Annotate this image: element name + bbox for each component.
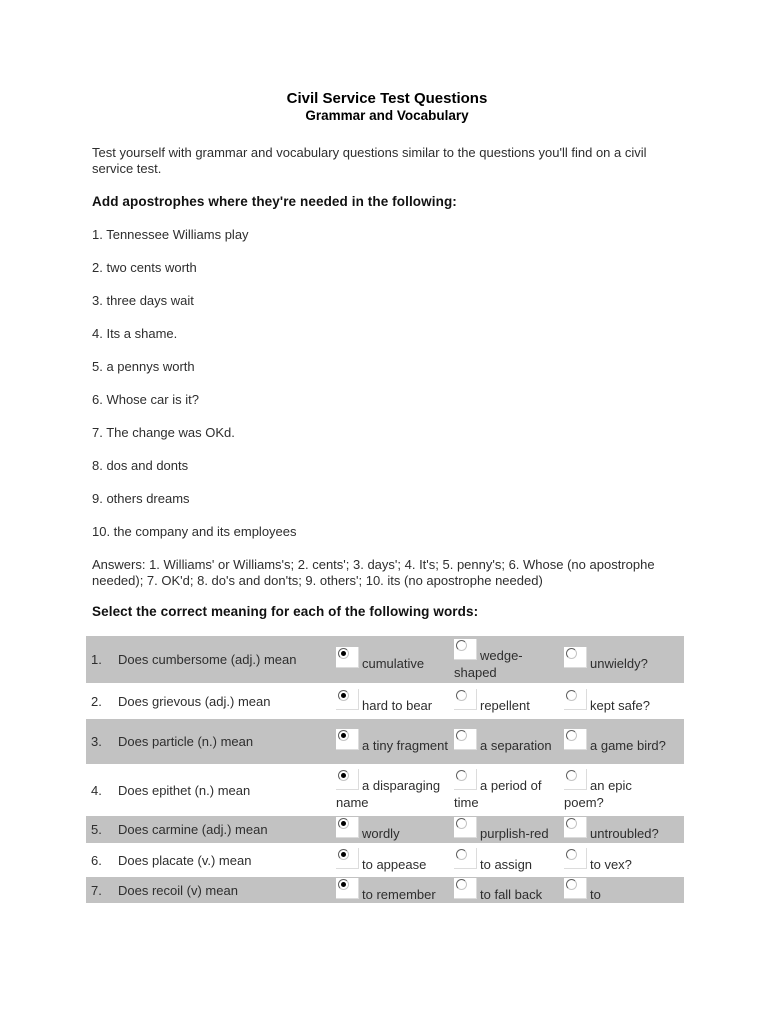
apostrophe-item-2: 2. two cents worth: [92, 260, 197, 275]
apostrophe-item-4: 4. Its a shame.: [92, 326, 178, 341]
option-label: an epic poem?: [564, 778, 632, 810]
apostrophe-item-1: 1. Tennessee Williams play: [92, 227, 249, 242]
quiz-row-1: [86, 636, 684, 683]
option-cell: [336, 689, 454, 714]
quiz-row-6: [86, 845, 684, 875]
apostrophe-item-5: 5. a pennys worth: [92, 359, 195, 374]
question-number: 7.: [91, 882, 102, 898]
question-number: 3.: [91, 734, 102, 749]
radio-button[interactable]: [336, 729, 359, 750]
option-label: unwieldy?: [590, 656, 648, 671]
option-cell: [564, 647, 676, 672]
radio-button[interactable]: [454, 848, 477, 869]
option-cell: [454, 769, 564, 811]
radio-button[interactable]: [454, 639, 477, 660]
radio-button[interactable]: [336, 647, 359, 668]
option-cell: [564, 878, 676, 903]
option-label: kept safe?: [590, 697, 650, 713]
radio-button[interactable]: [336, 689, 359, 710]
option-label: to assign: [480, 856, 533, 872]
page-title: Civil Service Test Questions: [286, 90, 488, 107]
option-label: wedge-shaped: [454, 647, 523, 680]
question-number: 5.: [91, 822, 102, 837]
radio-button[interactable]: [454, 689, 477, 710]
option-cell: [564, 729, 676, 754]
radio-button[interactable]: [454, 878, 477, 899]
radio-button[interactable]: [454, 729, 477, 750]
option-label: a game bird?: [590, 738, 666, 753]
apostrophe-item-9: 9. others dreams: [92, 491, 190, 506]
option-label: a tiny fragment: [362, 738, 448, 753]
vocabulary-quiz-table: [86, 636, 684, 903]
radio-button[interactable]: [454, 769, 477, 790]
option-cell: [564, 769, 676, 811]
question-number: 1.: [91, 652, 102, 667]
apostrophe-item-8: 8. dos and donts: [92, 458, 189, 473]
question-number: 2.: [91, 693, 102, 709]
option-cell: [454, 639, 564, 681]
option-cell: [564, 817, 676, 842]
option-cell: [454, 848, 564, 873]
question-number: 6.: [91, 852, 102, 868]
option-cell: [336, 817, 454, 842]
radio-button[interactable]: [564, 689, 587, 710]
option-label: to vex?: [590, 856, 632, 872]
question-number: 4.: [91, 782, 102, 798]
question-text: Does placate (v.) mean: [118, 852, 252, 868]
option-label: to: [590, 886, 601, 902]
option-label: repellent: [480, 697, 530, 713]
apostrophe-item-6: 6. Whose car is it?: [92, 392, 199, 407]
option-label: to appease: [362, 856, 427, 872]
apostrophe-item-7: 7. The change was OKd.: [92, 425, 235, 440]
option-label: wordly: [362, 826, 400, 841]
option-cell: [454, 878, 564, 903]
question-text: Does recoil (v) mean: [118, 882, 238, 898]
radio-button[interactable]: [336, 817, 359, 838]
quiz-row-4: [86, 766, 684, 814]
question-text: Does carmine (adj.) mean: [118, 822, 268, 837]
answers-paragraph: Answers: 1. Williams' or Williams's; 2. cents'; 3. days'; 4. It's; 5. penny's; 6. Whose (no apostrophe needed); 7. OK'd; 8. do's and don'ts; 9. others'; 10. its (no apostrophe needed): [92, 557, 655, 588]
option-label: a disparaging name: [336, 778, 441, 810]
radio-button[interactable]: [336, 769, 359, 790]
radio-button[interactable]: [336, 848, 359, 869]
option-cell: [454, 689, 564, 714]
question-text: Does epithet (n.) mean: [118, 782, 251, 798]
option-cell: [454, 817, 564, 842]
option-cell: [336, 729, 454, 754]
option-cell: [564, 848, 676, 873]
apostrophe-item-3: 3. three days wait: [92, 293, 194, 308]
option-label: hard to bear: [362, 697, 433, 713]
option-label: a period of time: [454, 778, 542, 810]
option-cell: [564, 689, 676, 714]
apostrophes-section-heading: Add apostrophes where they're needed in the following:: [92, 194, 457, 209]
radio-button[interactable]: [336, 878, 359, 899]
option-label: purplish-red: [480, 826, 549, 841]
option-cell: [336, 878, 454, 903]
quiz-row-3: [86, 719, 684, 764]
intro-paragraph: Test yourself with grammar and vocabulary questions similar to the questions you'll find on a civil service test.: [92, 145, 647, 176]
option-cell: [336, 848, 454, 873]
radio-button[interactable]: [564, 878, 587, 899]
option-cell: [336, 647, 454, 672]
option-label: untroubled?: [590, 826, 659, 841]
question-text: Does cumbersome (adj.) mean: [118, 652, 297, 667]
radio-button[interactable]: [564, 817, 587, 838]
question-text: Does grievous (adj.) mean: [118, 693, 271, 709]
radio-button[interactable]: [454, 817, 477, 838]
radio-button[interactable]: [564, 647, 587, 668]
option-label: to remember: [362, 886, 436, 902]
page-subtitle: Grammar and Vocabulary: [305, 108, 469, 123]
option-cell: [454, 729, 564, 754]
quiz-row-2: [86, 685, 684, 717]
radio-button[interactable]: [564, 729, 587, 750]
radio-button[interactable]: [564, 848, 587, 869]
quiz-row-5: [86, 816, 684, 843]
option-label: a separation: [480, 738, 552, 753]
quiz-row-7: [86, 877, 684, 903]
vocabulary-section-heading: Select the correct meaning for each of the following words:: [92, 604, 479, 619]
apostrophe-item-10: 10. the company and its employees: [92, 524, 297, 539]
option-cell: [336, 769, 454, 811]
option-label: cumulative: [362, 656, 425, 671]
question-text: Does particle (n.) mean: [118, 734, 254, 749]
radio-button[interactable]: [564, 769, 587, 790]
option-label: to fall back: [480, 886, 543, 902]
